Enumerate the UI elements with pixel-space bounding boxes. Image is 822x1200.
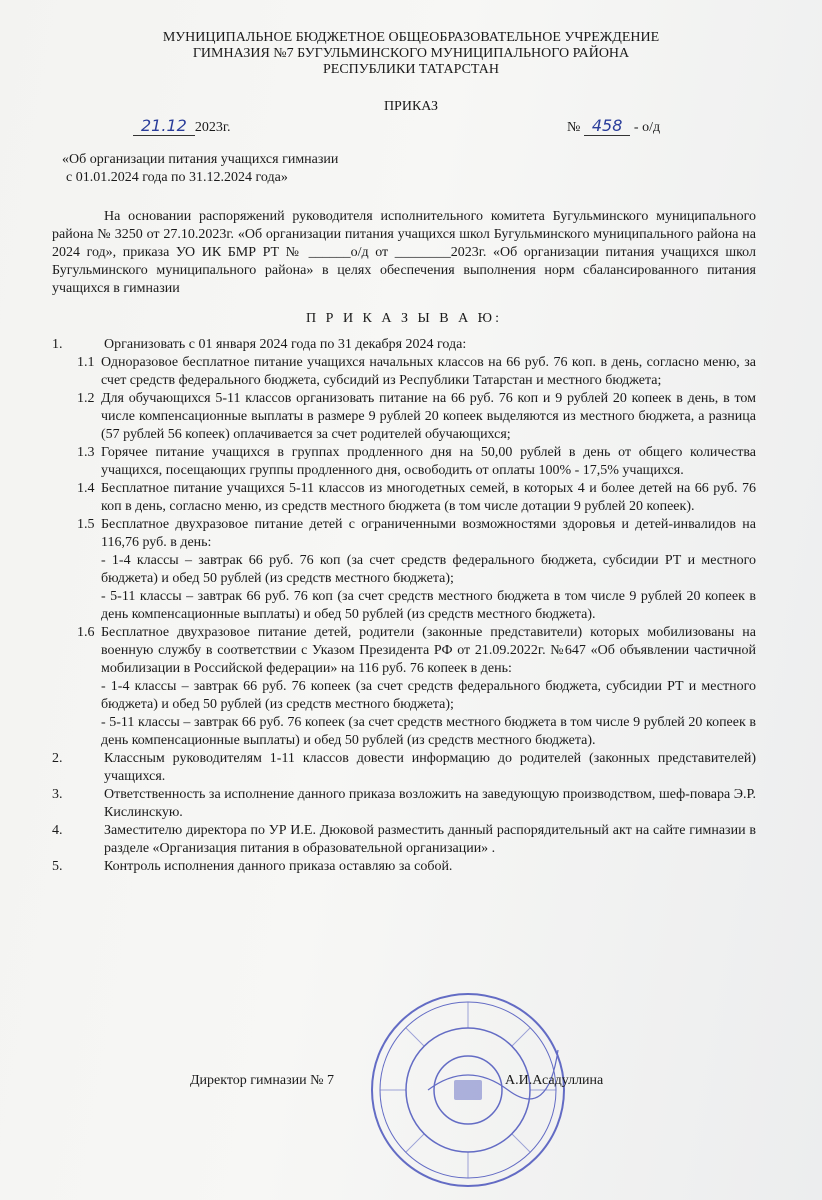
item-text: Заместителю директора по УР И.Е. Дюковой разместить данный распорядительный акт на сайте гимназии в разделе «Организация питания в образовательной организации» . — [104, 823, 756, 856]
sub-item — [52, 624, 756, 750]
sub-item-number: 1.3 — [77, 445, 95, 460]
signatory-position: Директор гимназии № 7 — [190, 1073, 334, 1088]
header-line-2: ГИМНАЗИЯ №7 БУГУЛЬМИНСКОГО МУНИЦИПАЛЬНОГО РАЙОНА — [192, 46, 630, 61]
item-text: Контроль исполнения данного приказа оставляю за собой. — [104, 859, 453, 874]
item-number: 4. — [52, 823, 63, 838]
order-subject — [62, 151, 338, 187]
item-number: 2. — [52, 751, 63, 766]
sub-item-number: 1.5 — [77, 517, 95, 532]
list-item — [52, 858, 756, 876]
item-text: Организовать с 01 января 2024 года по 31 декабря 2024 года: — [104, 337, 467, 352]
order-number — [567, 116, 660, 136]
sub-item — [52, 516, 756, 624]
document-title: ПРИКАЗ — [383, 99, 439, 114]
order-date — [133, 116, 230, 136]
item-number: 1. — [52, 337, 63, 352]
sub-item-detail: - 5-11 классы – завтрак 66 руб. 76 копеек (за счет средств местного бюджета в том числе 9 рублей 20 копеек в день компенсационные выплаты) и обед 50 рублей (из средств местного бюджета). — [101, 715, 756, 748]
sub-item-number: 1.2 — [77, 391, 95, 406]
sub-item — [52, 354, 756, 390]
list-item — [52, 750, 756, 786]
sub-item-text: Одноразовое бесплатное питание учащихся начальных классов на 66 руб. 76 коп. в день, согласно меню, за счет средств федерального бюджета, субсидий из Республики Татарстан и местного бюджета; — [101, 355, 756, 388]
list-item — [52, 336, 756, 354]
sub-item-detail: - 5-11 классы – завтрак 66 руб. 76 коп (за счет средств местного бюджета в том числе 9 рублей 20 копеек в день компенсационные выплаты) и обед 50 рублей (из средств местного бюджета). — [101, 589, 756, 622]
item-number: 3. — [52, 787, 63, 802]
handwritten-date: 21.12 — [133, 116, 195, 136]
sub-item-number: 1.4 — [77, 481, 95, 496]
number-prefix: № — [567, 120, 581, 135]
organization-header — [0, 30, 822, 78]
sub-item-text: Бесплатное двухразовое питание детей с ограниченными возможностями здоровья и детей-инвалидов на 116,76 руб. в день: — [101, 517, 756, 550]
item-text: Классным руководителям 1-11 классов довести информацию до родителей (законных представителей) учащихся. — [104, 751, 756, 784]
subject-line-2: с 01.01.2024 года по 31.12.2024 года» — [66, 170, 288, 185]
header-line-1: МУНИЦИПАЛЬНОЕ БЮДЖЕТНОЕ ОБЩЕОБРАЗОВАТЕЛЬНОЕ УЧРЕЖДЕНИЕ — [162, 30, 660, 45]
sub-item — [52, 444, 756, 480]
sub-item — [52, 390, 756, 444]
sub-item-text: Бесплатное питание учащихся 5-11 классов из многодетных семей, в которых 4 и более детей на 66 руб. 76 коп в день, согласно меню, из средств местного бюджета (в том числе дотации 9 рублей 20 копеек). — [101, 481, 756, 514]
order-body — [52, 208, 756, 876]
header-line-3: РЕСПУБЛИКИ ТАТАРСТАН — [322, 62, 499, 77]
sub-item-number: 1.6 — [77, 625, 95, 640]
official-stamp — [368, 990, 568, 1190]
list-item — [52, 822, 756, 858]
intro-paragraph: На основании распоряжений руководителя исполнительного комитета Бугульминского муниципального района № 3250 от 27.10.2023г. «Об организации питания учащихся школ Бугульминского муниципального района на 2024 год», приказа УО ИК БМР РТ № ______о/д от ________2023г. «Об организации питания учащихся школ Бугульминского муниципального района» в целях обеспечения выполнения норм сбалансированного питания учащихся в гимназии — [52, 209, 756, 296]
date-year: 2023г. — [194, 120, 231, 135]
sub-item-number: 1.1 — [77, 355, 95, 370]
sub-item-text: Горячее питание учащихся в группах продленного дня на 50,00 рублей в день от общего количества учащихся, посещающих группы продленного дня, освободить от оплаты 100% - 17,5% учащихся. — [101, 445, 756, 478]
sub-item — [52, 480, 756, 516]
list-item — [52, 786, 756, 822]
handwritten-number: 458 — [584, 116, 631, 136]
sub-item-text: Для обучающихся 5-11 классов организовать питание на 66 руб. 76 коп и 9 рублей 20 копеек в день, в том числе компенсационные выплаты в размере 9 рублей 20 копеек выделяются из местного бюджета, а разница (57 рублей 56 копеек) оплачивается за счет родителей обучающихся; — [101, 391, 756, 442]
signatory-name: А.И.Асадуллина — [505, 1073, 604, 1088]
sub-item-text: Бесплатное двухразовое питание детей, родители (законные представители) которых мобилизованы на военную службу в соответствии с Указом Президента РФ от 21.09.2022г. №647 «Об объявлении частичной мобилизации в Российской федерации» на 116 руб. 76 копеек в день: — [101, 625, 756, 676]
sub-item-detail: - 1-4 классы – завтрак 66 руб. 76 коп (за счет средств федерального бюджета, субсидии РТ и местного бюджета) и обед 50 рублей (из средств местного бюджета); — [101, 553, 756, 586]
number-suffix: - о/д — [633, 120, 661, 135]
prikazyvayu-heading: П Р И К А З Ы В А Ю: — [306, 311, 502, 326]
sub-item-detail: - 1-4 классы – завтрак 66 руб. 76 копеек (за счет средств федерального бюджета, субсидии РТ и местного бюджета) и обед 50 рублей (из средств местного бюджета); — [101, 679, 756, 712]
item-text: Ответственность за исполнение данного приказа возложить на заведующую производством, шеф-повара Э.Р. Кислинскую. — [104, 787, 756, 820]
subject-line-1: «Об организации питания учащихся гимназии — [62, 152, 339, 167]
item-number: 5. — [52, 859, 63, 874]
